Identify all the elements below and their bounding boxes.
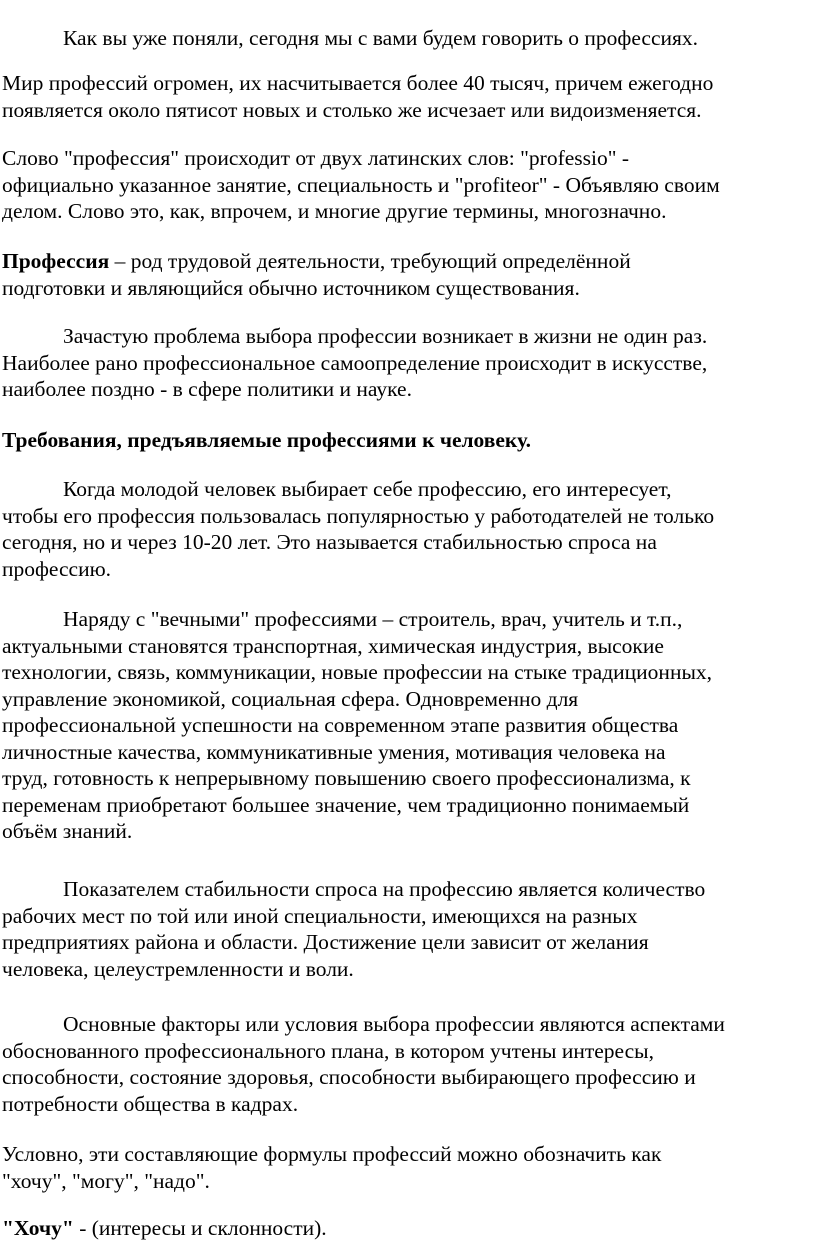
text-line: Мир профессий огромен, их насчитывается более 40 тысяч, причем ежегодно — [2, 71, 714, 95]
text-line: способности, состояние здоровья, способности выбирающего профессию и — [2, 1065, 696, 1089]
text-line: Условно, эти составляющие формулы профессий можно обозначить как — [2, 1142, 662, 1166]
text-line: человека, целеустремленности и воли. — [2, 956, 354, 981]
text-line: потребности общества в кадрах. — [2, 1091, 299, 1116]
text-line: труд, готовность к непрерывному повышению своего профессионализма, к — [2, 766, 691, 790]
paragraph-choice-factors — [2, 1011, 814, 1117]
text-line: сегодня, но и через 10-20 лет. Это называется стабильностью спроса на — [2, 530, 657, 554]
text-line: предприятиях района и области. Достижение цели зависит от желания — [2, 930, 649, 954]
paragraph-profession-definition — [2, 248, 814, 301]
text-line: чтобы его профессия пользовалась популярностью у работодателей не только — [2, 503, 715, 528]
section-heading: Требования, предъявляемые профессиями к человеку. — [2, 428, 531, 452]
text-line: Основные факторы или условия выбора профессии являются аспектами — [63, 1012, 725, 1036]
paragraph-demand-indicator — [2, 876, 814, 982]
paragraph-want — [2, 1215, 814, 1242]
definition-text: – род трудовой деятельности, требующий определённой — [109, 249, 631, 273]
text-line: официально указанное занятие, специальность и "profiteor" - Объявляю своим — [2, 172, 720, 197]
text-line: технологии, связь, коммуникации, новые профессии на стыке традиционных, — [2, 660, 713, 684]
text-line: Показателем стабильности спроса на профессию является количество — [63, 877, 706, 901]
definition-term: "Хочу" — [2, 1216, 74, 1240]
text-line: профессию. — [2, 556, 112, 581]
text-line: обоснованного профессионального плана, в котором учтены интересы, — [2, 1038, 654, 1063]
text-line: Слово "профессия" происходит от двух латинских слов: "professio" - — [2, 146, 630, 170]
text-line: личностные качества, коммуникативные умения, мотивация человека на — [2, 739, 666, 764]
text-line: управление экономикой, социальная сфера. Одновременно для — [2, 686, 579, 711]
paragraph-choice-problem — [2, 323, 814, 403]
text-line: рабочих мест по той или иной специальности, имеющихся на разных — [2, 903, 638, 928]
definition-term: Профессия — [2, 249, 110, 273]
text-line: переменам приобретают большее значение, чем традиционно понимаемый — [2, 792, 690, 817]
text-line: Как вы уже поняли, сегодня мы с вами будем говорить о профессиях. — [63, 26, 699, 50]
text-line: Когда молодой человек выбирает себе профессию, его интересует, — [63, 477, 672, 501]
paragraph-intro — [2, 25, 814, 52]
text-line: наиболее поздно - в сфере политики и науке. — [2, 377, 412, 401]
paragraph-demand-stability — [2, 476, 814, 582]
paragraph-world-of-professions — [2, 70, 814, 123]
text-line: актуальными становятся транспортная, химическая индустрия, высокие — [2, 633, 664, 658]
text-line — [2, 248, 814, 275]
text-line: Зачастую проблема выбора профессии возникает в жизни не один раз. — [63, 324, 708, 348]
text-line: появляется около пятисот новых и столько же исчезает или видоизменяется. — [2, 97, 702, 122]
text-line: профессиональной успешности на современном этапе развития общества — [2, 713, 679, 737]
paragraph-word-origin — [2, 145, 814, 225]
text-line: объём знаний. — [2, 819, 133, 843]
paragraph-eternal-professions — [2, 606, 814, 845]
text-line: Наиболее рано профессиональное самоопределение происходит в искусстве, — [2, 350, 708, 375]
text-line: подготовки и являющийся обычно источником существования. — [2, 275, 580, 300]
text-line — [2, 1215, 814, 1242]
text-line: "хочу", "могу", "надо". — [2, 1168, 210, 1193]
text-line: Наряду с "вечными" профессиями – строитель, врач, учитель и т.п., — [63, 607, 683, 631]
text-line: делом. Слово это, как, впрочем, и многие другие термины, многозначно. — [2, 199, 667, 223]
paragraph-formula — [2, 1141, 814, 1194]
definition-text: - (интересы и склонности). — [73, 1216, 327, 1240]
